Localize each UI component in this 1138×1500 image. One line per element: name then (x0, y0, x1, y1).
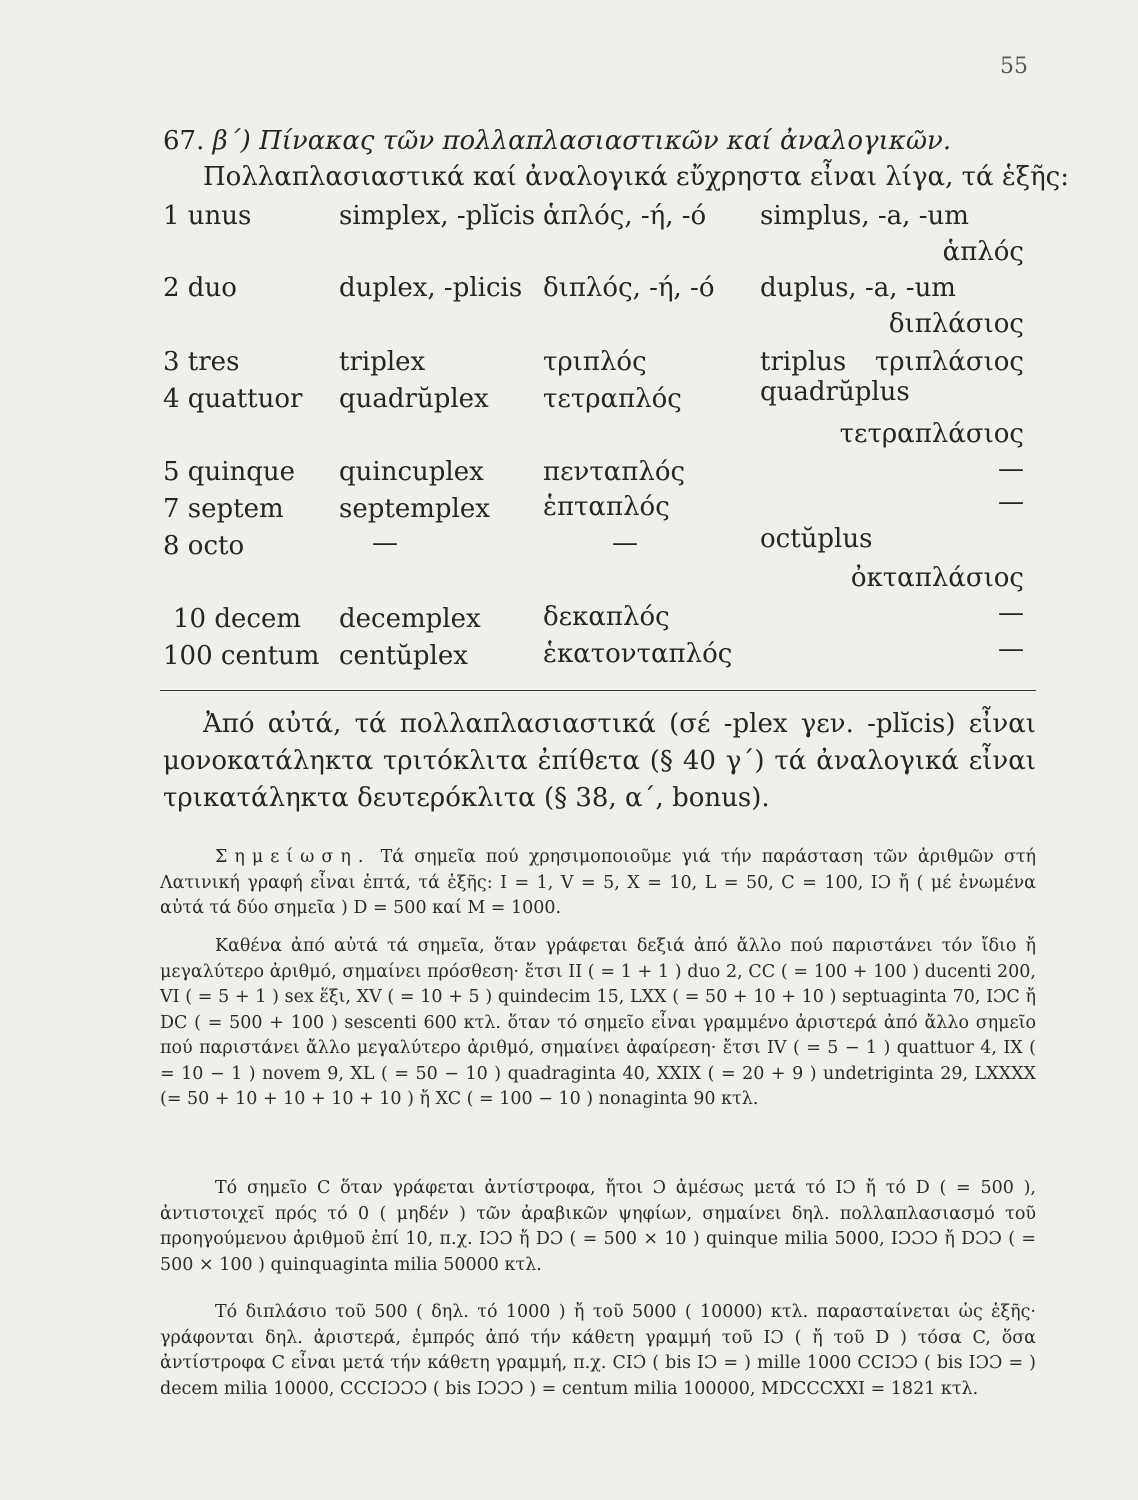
note-label: Σημείωση. (215, 847, 371, 867)
cell-greek-prop: — (998, 487, 1024, 517)
section-number: 67. (163, 126, 205, 156)
numerals-table (0, 0, 1138, 700)
cell-cardinal: 7 septem (163, 494, 284, 524)
cell-greek-prop: διπλάσιος (888, 309, 1024, 339)
cell-greek-prop: τριπλάσιος (874, 347, 1024, 377)
cell-greek-mult: ἑκατονταπλός (543, 639, 733, 669)
note-text-1: Τά σημεῖα πού χρησιμοποιοῦμε γιά τήν παράσταση τῶν ἀριθμῶν στή Λατινική γραφή εἶναι ἑπτά, τά ἑξῆς: I = 1, V = 5, X = 10, L = 50, C = 100, IƆ ἤ ( μέ ἑνωμένα αὐτά τά δύο σημεῖα ) D = 500 καί M = 1000. (160, 847, 1036, 918)
cell-greek-mult: τριπλός (543, 347, 647, 377)
cell-greek-mult: — (612, 528, 638, 558)
cell-latin-mult: centŭplex (339, 641, 468, 671)
cell-greek-mult: ἁπλός, -ή, -ό (543, 201, 707, 231)
cell-latin-mult: duplex, -plicis (339, 273, 523, 303)
body-paragraph: Ἀπό αὐτά, τά πολλαπλασιαστικά (σέ -plex γεν. -plĭcis) εἶναι μονοκατάληκτα τριτόκλιτα ἐπίθετα (§ 40 γ΄) τά ἀναλογικά εἶναι τρικατάληκτα δευτερόκλιτα (§ 38, α΄, bonus). (163, 709, 1036, 813)
cell-latin-mult: septemplex (339, 494, 490, 524)
cell-greek-prop: τετραπλάσιος (839, 419, 1024, 449)
table-divider (160, 690, 1036, 691)
cell-latin-prop: quadrŭplus (760, 377, 910, 407)
cell-latin-prop: triplus (760, 347, 847, 377)
intro-line: Πολλαπλασιαστικά καί ἀναλογικά εὔχρηστα εἶναι λίγα, τά ἑξῆς: (203, 162, 1069, 192)
note-paragraph-3: Τό σημεῖο C ὅταν γράφεται ἀντίστροφα, ἤτοι Ɔ ἀμέσως μετά τό IƆ ἤ τό D ( = 500 ), ἀντιστοιχεῖ πρός τό 0 ( μηδέν ) τῶν ἀραβικῶν ψηφίων, σημαίνει δηλ. πολλαπλασιασμό τοῦ προηγούμενου ἀριθμοῦ ἐπί 10, π.χ. IƆƆ ἤ DƆ ( = 500 × 10 ) quinque milia 5000, IƆƆƆ ἤ DƆƆ ( = 500 × 100 ) quinquaginta milia 50000 κτλ. (160, 1178, 1036, 1275)
cell-latin-mult: simplex, -plĭcis (339, 201, 536, 231)
cell-cardinal: 8 octo (163, 531, 245, 561)
cell-greek-mult: δεκαπλός (543, 602, 670, 632)
cell-greek-prop: — (998, 634, 1024, 664)
page-number: 55 (1000, 54, 1028, 79)
cell-latin-mult: decemplex (339, 604, 481, 634)
cell-cardinal: 5 quinque (163, 457, 296, 487)
cell-cardinal: 4 quattuor (163, 384, 303, 414)
cell-greek-mult: πενταπλός (543, 457, 686, 487)
cell-cardinal: 100 centum (163, 641, 320, 671)
cell-greek-mult: διπλός, -ή, -ό (543, 273, 715, 303)
cell-greek-mult: τετραπλός (543, 384, 682, 414)
cell-latin-prop: simplus, -a, -um (760, 201, 969, 231)
note-paragraph-2: Καθένα ἀπό αὐτά τά σημεῖα, ὅταν γράφεται δεξιά ἀπό ἄλλο πού παριστάνει τόν ἴδιο ἤ μεγαλύτερο ἀριθμό, σημαίνει πρόσθεση· ἔτσι II ( = 1 + 1 ) duo 2, CC ( = 100 + 100 ) ducenti 200, VI ( = 5 + 1 ) sex ἕξι, XV ( = 10 + 5 ) quindecim 15, LXX ( = 50 + 10 + 10 ) septuaginta 70, IƆC ἤ DC ( = 500 + 100 ) sescenti 600 κτλ. ὅταν τό σημεῖο εἶναι γραμμένο ἀριστερά ἀπό ἄλλο σημεῖο πού παριστάνει ἄλλο μεγαλύτερο ἀριθμό, σημαίνει ἀφαίρεση· ἔτσι IV ( = 5 − 1 ) quattuor 4, IX ( = 10 − 1 ) novem 9, XL ( = 50 − 10 ) quadraginta 40, XXIX ( = 20 + 9 ) undetriginta 29, LXXXX (= 50 + 10 + 10 + 10 + 10 ) ἤ XC ( = 100 − 10 ) nonaginta 90 κτλ. (160, 936, 1036, 1109)
cell-latin-mult: quadrŭplex (339, 384, 489, 414)
cell-latin-mult: quincuplex (339, 457, 484, 487)
cell-latin-prop: octŭplus (760, 524, 873, 554)
cell-cardinal: 10 decem (173, 604, 301, 634)
cell-cardinal: 3 tres (163, 347, 240, 377)
cell-latin-mult: — (372, 528, 398, 558)
cell-cardinal: 1 unus (163, 201, 252, 231)
cell-latin-mult: triplex (339, 347, 426, 377)
cell-cardinal: 2 duo (163, 273, 237, 303)
note-paragraph-4: Τό διπλάσιο τοῦ 500 ( δηλ. τό 1000 ) ἤ τοῦ 5000 ( 10000) κτλ. παρασταίνεται ὡς ἑξῆς· γράφονται δηλ. ἀριστερά, ἐμπρός ἀπό τήν κάθετη γραμμή τοῦ IƆ ( ἤ τοῦ D ) τόσα C, ὅσα ἀντίστροφα C εἶναι μετά τήν κάθετη γραμμή, π.χ. CIƆ ( bis IƆ = ) mille 1000 CCIƆƆ ( bis IƆƆ = ) decem milia 10000, CCCIƆƆƆ ( bis IƆƆƆ ) = centum milia 100000, MDCCCXXI = 1821 κτλ. (160, 1302, 1036, 1399)
cell-latin-prop: duplus, -a, -um (760, 273, 956, 303)
cell-greek-prop: — (998, 598, 1024, 628)
section-title: β΄) Πίνακας τῶν πολλαπλασιαστικῶν καί ἀναλογικῶν. (212, 126, 952, 156)
cell-greek-prop: ὀκταπλάσιος (850, 563, 1024, 593)
note-paragraph-1 (160, 845, 1036, 922)
cell-greek-mult: ἑπταπλός (543, 492, 670, 522)
cell-greek-prop: — (998, 454, 1024, 484)
cell-greek-prop: ἁπλός (942, 237, 1024, 267)
